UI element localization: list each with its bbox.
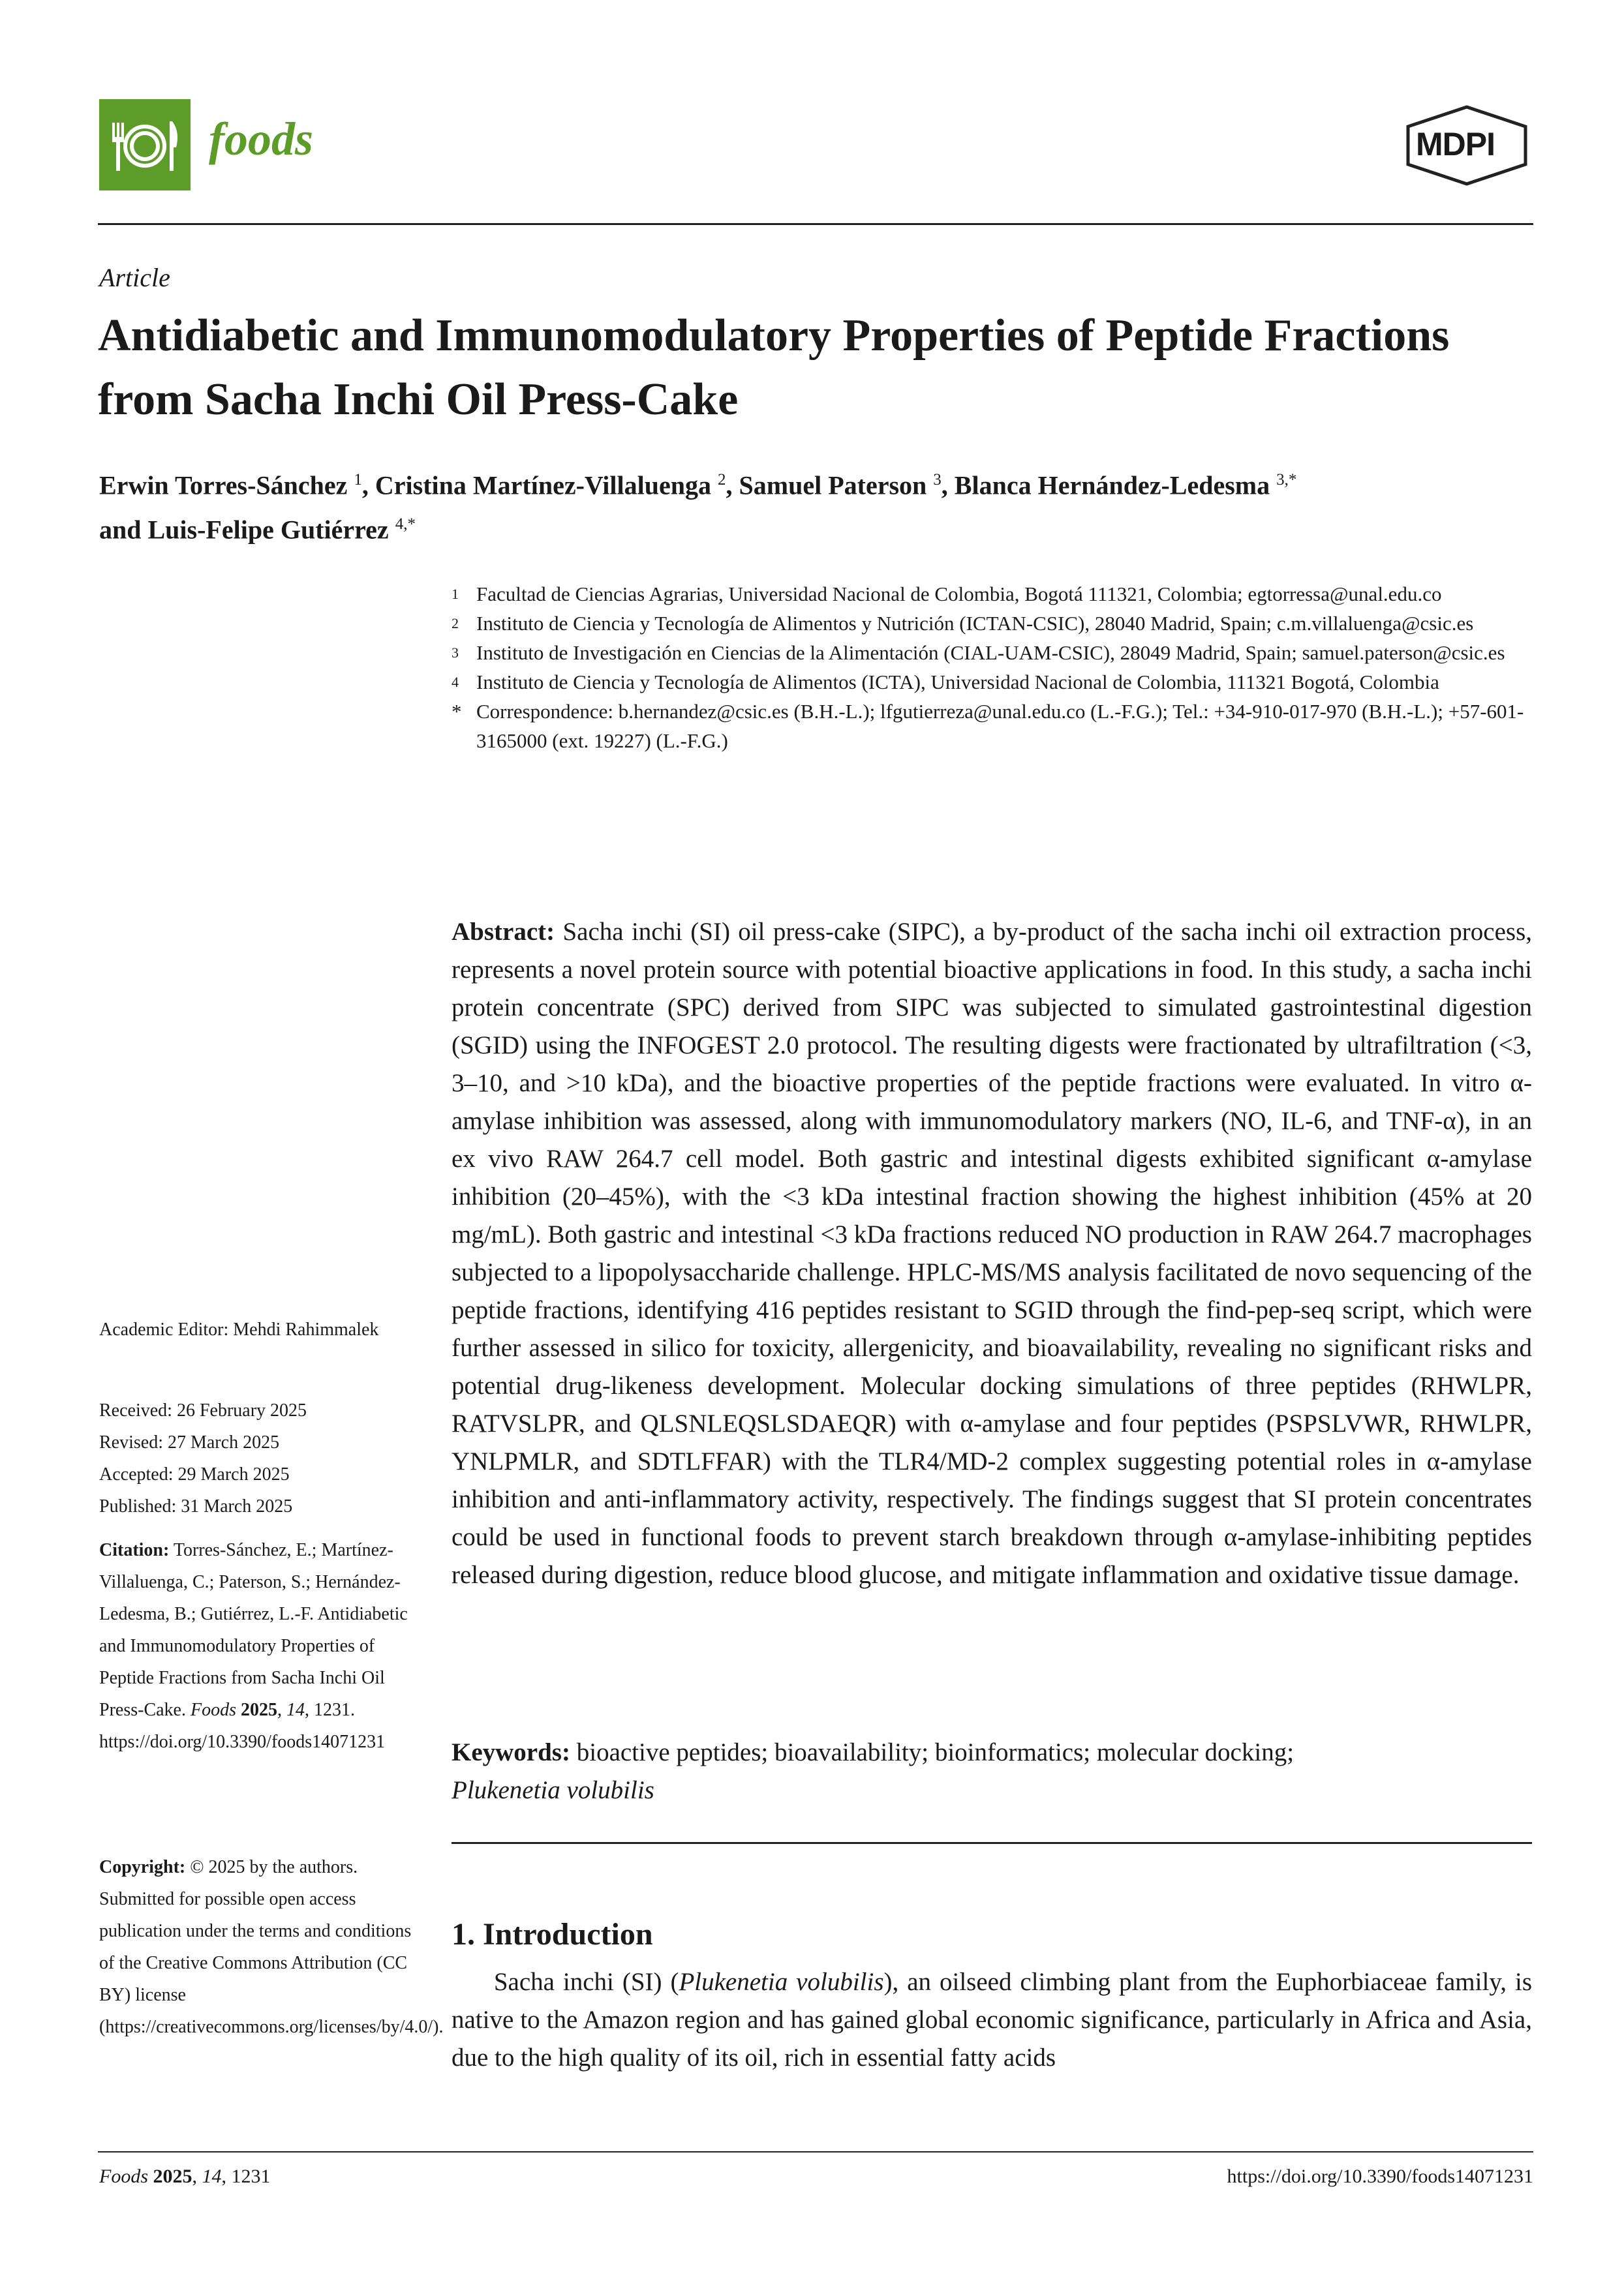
affiliation-mark: 2 [452,615,459,631]
affiliation-mark: 1 [452,586,459,602]
abstract [452,913,1532,1594]
abstract-text: Sacha inchi (SI) oil press-cake (SIPC), a by-product of the sacha inchi oil extraction process, represents a novel protein source with potential bioactive applications in food. In this study, a sacha inchi protein concentrate (SPC) derived from SIPC was subjected to simulated gastrointestinal digestion (SGID) using the INFOGEST 2.0 protocol. The resulting digests were fractionated by ultrafiltration (<3, 3–10, and >10 kDa), and the bioactive properties of the peptide fractions were evaluated. In vitro α-amylase inhibition was assessed, along with immunomodulatory markers (NO, IL-6, and TNF-α), in an ex vivo RAW 264.7 cell model. Both gastric and intestinal digests exhibited significant α-amylase inhibition (20–45%), with the <3 kDa intestinal fraction showing the highest inhibition (45% at 20 mg/mL). Both gastric and intestinal <3 kDa fractions reduced NO production in RAW 264.7 macrophages subjected to a lipopolysaccharide challenge. HPLC-MS/MS analysis facilitated de novo sequencing of the peptide fractions, identifying 416 peptides resistant to SGID through the find-pep-seq script, which were further assessed in silico for toxicity, allergenicity, and bioavailability, revealing no significant risks and potential drug-likeness development. Molecular docking simulations of three peptides (RHWLPR, RATVSLPR, and QLSNLEQSLSDAEQR) with α-amylase and four peptides (PSPSLVWR, RHWLPR, YNLPMLR, and SDTLFFAR) with the TLR4/MD-2 complex suggesting potential roles in α-amylase inhibition and anti-inflammatory activity, respectively. The findings suggest that SI protein concentrates could be used in functional foods to prevent starch breakdown through α-amylase-inhibiting peptides released during digestion, reduce blood glucose, and mitigate inflammation and oxidative tissue damage. [452,918,1532,1589]
journal-logo [99,99,191,190]
author-name: Cristina Martínez-Villaluenga [375,470,712,500]
intro-species-name: Plukenetia volubilis [679,1968,884,1996]
footer-article: , 1231 [221,2166,271,2187]
keywords-label: Keywords: [452,1738,570,1766]
author-list: Erwin Torres-Sánchez $^1$, Cristina Martínez-Villaluenga $^2$, Samuel Paterson $^3$, Blanca Hernández-Ledesma $^{3,*}$ and Luis-Felipe Gutiérrez $^{4,*}$ [99,470,1297,545]
correspondence-item [452,697,1535,755]
footer-rule [98,2151,1533,2152]
header-rule [98,223,1533,225]
keywords-text: bioactive peptides; bioavailability; bioinformatics; molecular docking; [576,1738,1295,1766]
revised-date: Revised: 27 March 2025 [99,1432,280,1453]
affiliations [452,579,1535,755]
footer-year: 2025 [153,2166,192,2187]
publisher-logo [1402,103,1532,188]
affiliation-text: Instituto de Ciencia y Tecnología de Alimentos y Nutrición (ICTAN-CSIC), 28040 Madrid, Spain; c.m.villaluenga@csic.es [476,612,1474,635]
affiliation-text: Facultad de Ciencias Agrarias, Universidad Nacional de Colombia, Bogotá 111321, Colombia; egtorressa@unal.edu.co [476,582,1442,605]
citation-year: 2025 [240,1700,277,1720]
footer-citation: Foods 2025, 14, 1231 [99,2166,271,2187]
affiliation-text: Instituto de Ciencia y Tecnología de Alimentos (ICTA), Universidad Nacional de Colombia, 111321 Bogotá, Colombia [476,671,1439,693]
article-type: Article [99,263,170,292]
author-affil-mark: 1 [354,471,362,489]
affiliation-item [452,667,1535,697]
citation-volume: 14 [286,1700,305,1720]
author-name: Luis-Felipe Gutiérrez [147,515,389,545]
author-affil-mark: 2 [718,471,726,489]
copyright-label: Copyright: [99,1857,186,1877]
footer-volume: 14 [202,2166,222,2187]
copyright-text: © 2025 by the authors. Submitted for possible open access publication under the terms and conditions of the Creative Commons Attribution (CC BY) license (https://creativecommons.org/licenses/by/4.0/). [99,1857,444,2037]
intro-text-rest: ), an oilseed climbing plant from the Euphorbiaceae family, is native to the Amazon region and has gained global economic significance, particularly in Africa and Asia, due to the high quality of its oil, rich in essential fatty acids [452,1968,1533,2072]
section-rule [452,1842,1532,1844]
publisher-name: MDPI [1416,126,1495,162]
academic-editor: Academic Editor: Mehdi Rahimmalek [99,1320,379,1340]
abstract-label: Abstract: [452,918,555,946]
affiliation-mark: 4 [452,674,459,690]
copyright [99,1851,444,2043]
citation-text: Torres-Sánchez, E.; Martínez-Villaluenga, C.; Paterson, S.; Hernández-Ledesma, B.; Gutiérrez, L.-F. Antidiabetic and Immunomodulatory Properties of Peptide Fractions from Sacha Inchi Oil Press-Cake. [99,1540,408,1720]
footer-doi-link[interactable]: https://doi.org/10.3390/foods14071231 [1227,2166,1533,2187]
citation-pages-doi[interactable]: , 1231. https://doi.org/10.3390/foods14071231 [99,1700,386,1752]
affiliation-item [452,579,1535,609]
author-name: Blanca Hernández-Ledesma [954,470,1270,500]
intro-text-start: Sacha inchi (SI) ( [493,1968,679,1996]
citation-label: Citation: [99,1540,170,1560]
affiliation-item [452,609,1535,638]
author-name: Samuel Paterson [739,470,927,500]
plate-fork-knife-icon [99,99,191,190]
keywords-italic: Plukenetia volubilis [452,1776,654,1804]
article-title: Antidiabetic and Immunomodulatory Properties of Peptide Fractions from Sacha Inchi Oil Press-Cake [98,310,1450,425]
dates [99,1395,419,1522]
citation-journal: Foods [190,1700,236,1720]
footer-journal: Foods [99,2166,148,2187]
correspondence-text: Correspondence: b.hernandez@csic.es (B.H.-L.); lfgutierreza@unal.edu.co (L.-F.G.); Tel.: +34-910-017-970 (B.H.-L.); +57-601-3165000 (ext. 19227) (L.-F.G.) [476,700,1524,752]
accepted-date: Accepted: 29 March 2025 [99,1464,290,1485]
keywords [452,1734,1532,1809]
author-affil-mark: 4,* [395,515,416,534]
affiliation-text: Instituto de Investigación en Ciencias de la Alimentación (CIAL-UAM-CSIC), 28049 Madrid, Spain; samuel.paterson@csic.es [476,641,1505,664]
affiliation-mark: * [452,700,462,723]
published-date: Published: 31 March 2025 [99,1496,293,1517]
received-date: Received: 26 February 2025 [99,1400,307,1421]
section-heading: 1. Introduction [452,1917,653,1952]
affiliation-item [452,638,1535,667]
author-name: Erwin Torres-Sánchez [99,470,348,500]
affiliation-mark: 3 [452,644,459,661]
author-affil-mark: 3 [933,471,942,489]
author-affil-mark: 3,* [1276,471,1297,489]
intro-paragraph [452,1963,1532,2077]
journal-name: foods [209,113,313,165]
citation: Citation: Torres-Sánchez, E.; Martínez-Villaluenga, C.; Paterson, S.; Hernández-Ledesma, B.; Gutiérrez, L.-F. Antidiabetic and Immunomodulatory Properties of Peptide Fractions from Sacha Inchi Oil Press-Cake. Foods 2025, 14, 1231. https://doi.org/10.3390/foods14071231 [99,1540,408,1752]
